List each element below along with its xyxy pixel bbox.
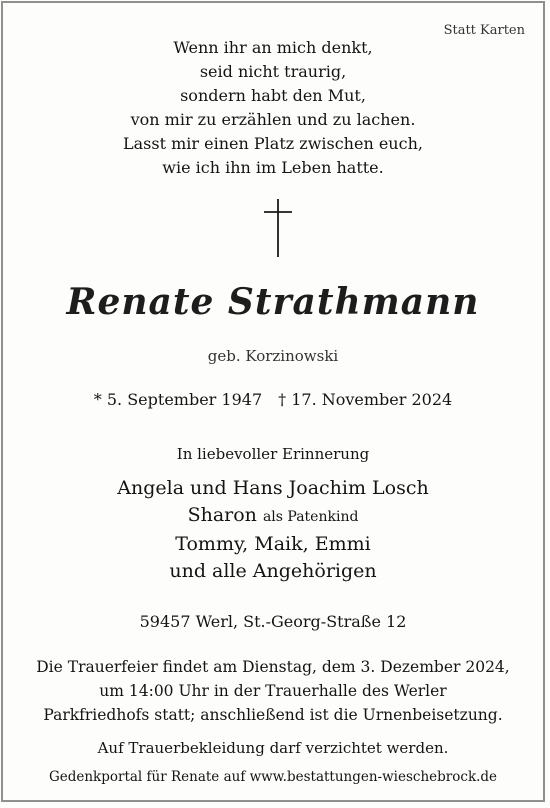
death-date: † 17. November 2024	[278, 390, 453, 409]
poem-line: Wenn ihr an mich denkt,	[173, 38, 373, 57]
poem	[3, 36, 543, 180]
service-line: Die Trauerfeier findet am Dienstag, dem 3. Dezember 2024,	[36, 658, 510, 676]
birth-date: * 5. September 1947	[93, 390, 263, 409]
address: 59457 Werl, St.-Georg-Straße 12	[139, 612, 407, 631]
service-line: um 14:00 Uhr in der Trauerhalle des Werler	[99, 682, 447, 700]
remembrance-intro: In liebevoller Erinnerung	[176, 445, 370, 463]
corner-note: Statt Karten	[443, 23, 525, 38]
deceased-name: Renate Strathmann	[66, 281, 480, 323]
mourner-line	[3, 502, 543, 531]
dress-note: Auf Trauerbekleidung darf verzichtet werden.	[97, 739, 449, 757]
life-dates	[3, 390, 543, 409]
maiden-name: geb. Korzinowski	[207, 347, 339, 365]
cross-icon	[264, 199, 292, 257]
obituary-card	[1, 1, 545, 802]
poem-line: Lasst mir einen Platz zwischen euch,	[123, 134, 423, 153]
service-info	[3, 655, 543, 727]
poem-line: sondern habt den Mut,	[180, 86, 366, 105]
memorial-portal-link[interactable]: Gedenkportal für Renate auf www.bestattungen-wieschebrock.de	[48, 769, 498, 785]
mourners-list	[3, 475, 543, 585]
poem-line: von mir zu erzählen und zu lachen.	[130, 110, 416, 129]
mourner-line: Angela und Hans Joachim Losch	[117, 477, 429, 499]
service-line: Parkfriedhofs statt; anschließend ist die Urnenbeisetzung.	[43, 706, 503, 724]
poem-line: wie ich ihn im Leben hatte.	[162, 158, 384, 177]
mourner-name: Sharon	[187, 504, 257, 526]
mourner-line: und alle Angehörigen	[169, 560, 377, 582]
mourner-role: als Patenkind	[262, 509, 359, 525]
mourner-line: Tommy, Maik, Emmi	[175, 533, 371, 555]
poem-line: seid nicht traurig,	[199, 62, 347, 81]
